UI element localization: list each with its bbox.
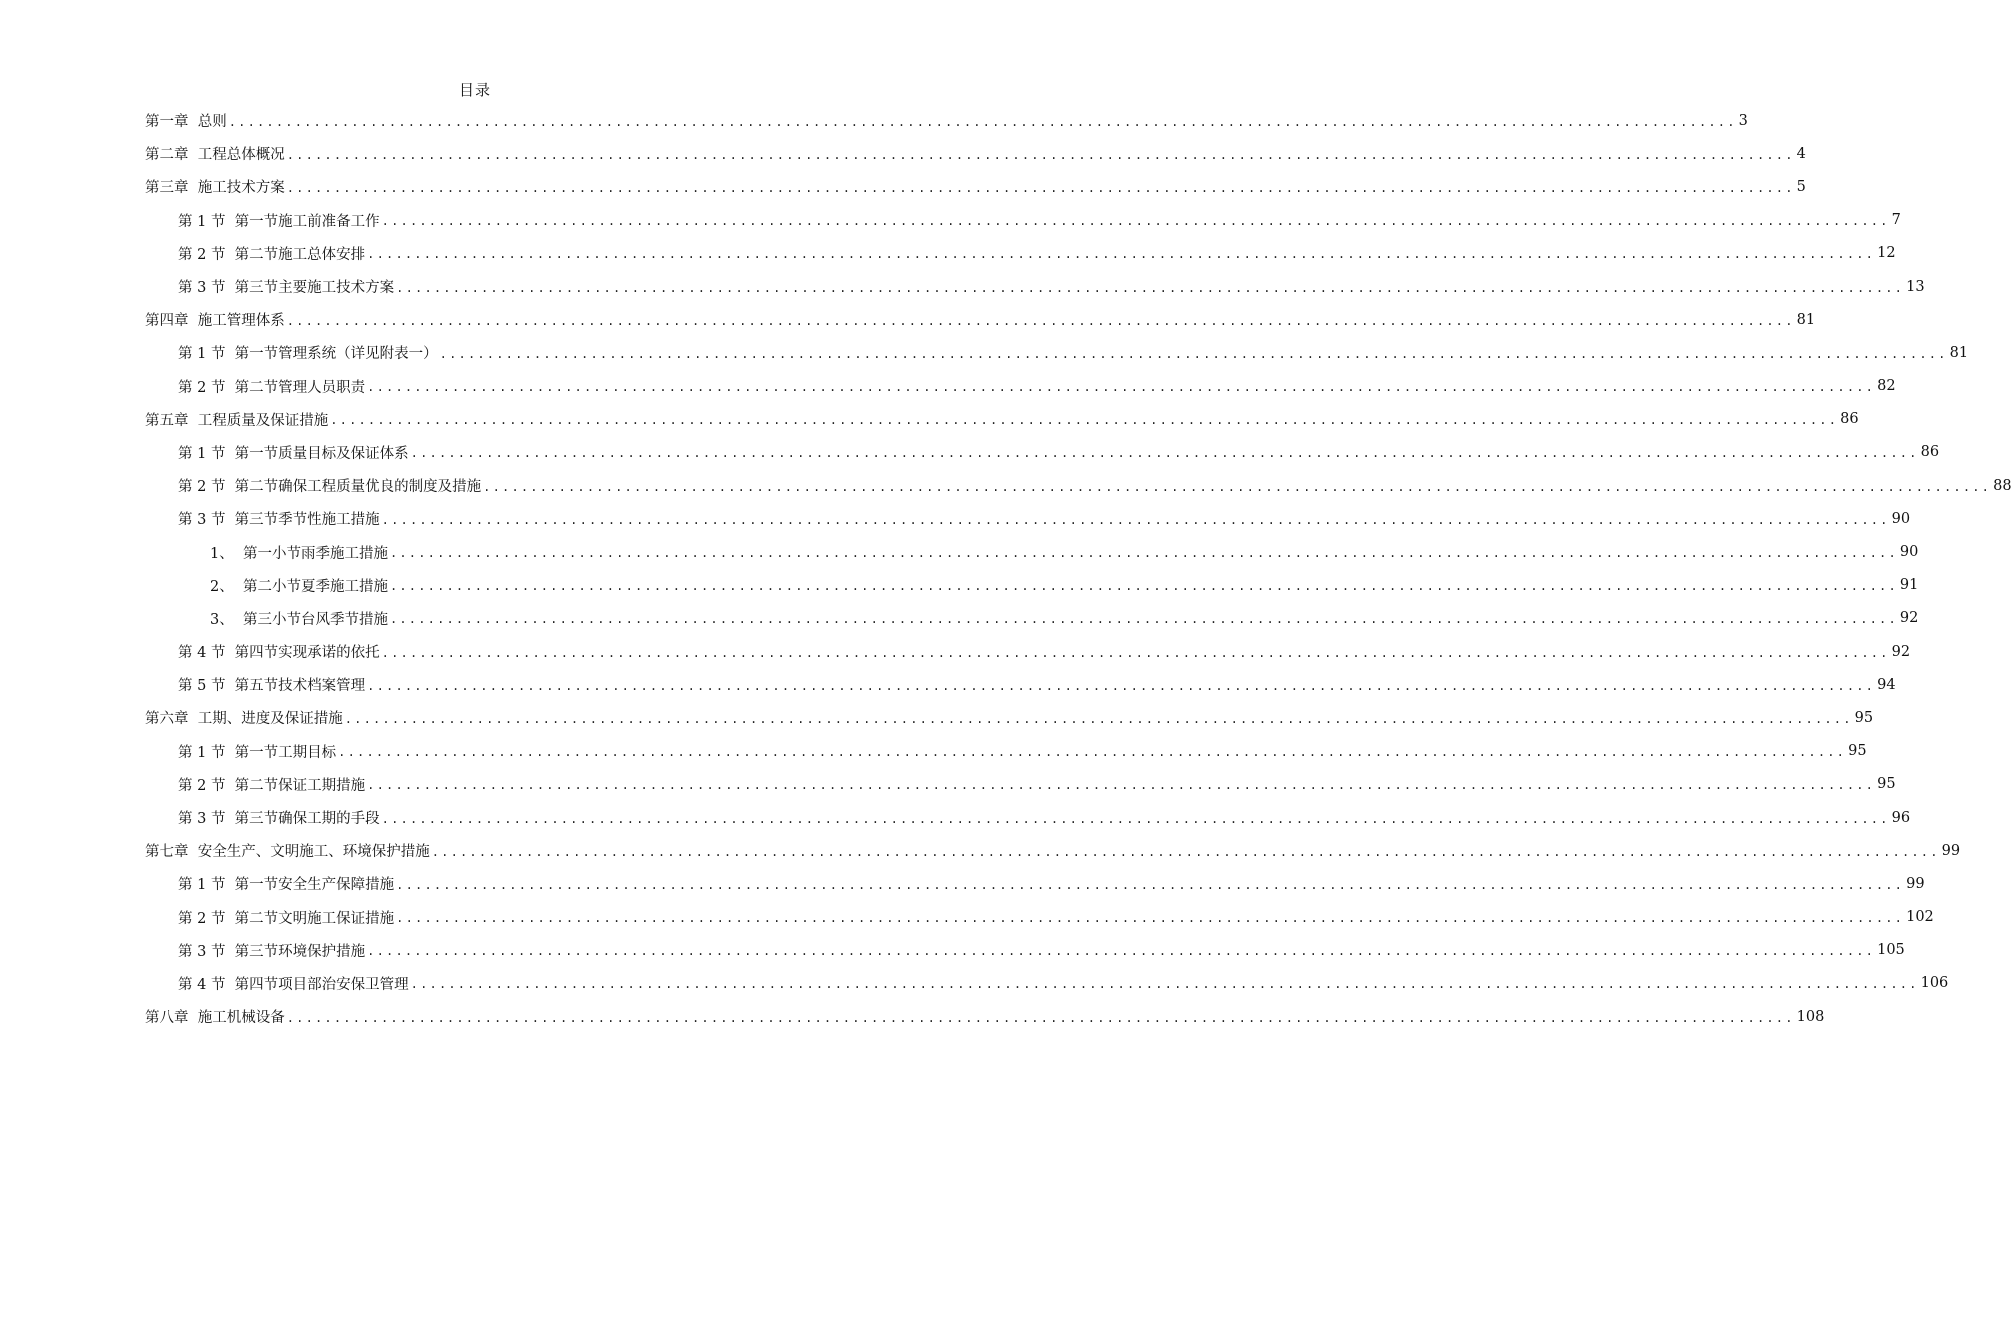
toc-dot-leader: ................................................................................................................................................................ <box>410 977 1919 992</box>
toc-entry-label: 第 1 节 第一节施工前准备工作 <box>178 213 380 230</box>
toc-page-number: 86 <box>1920 444 1940 461</box>
toc-page-number: 95 <box>1854 709 1874 726</box>
toc-entry-chapter[interactable] <box>0 170 1806 203</box>
toc-dot-leader: ................................................................................................................................................................ <box>286 1010 1795 1025</box>
toc-dot-leader: ................................................................................................................................................................ <box>330 413 1839 428</box>
toc-list <box>0 104 2012 1033</box>
toc-entry-subsection[interactable] <box>0 535 1919 568</box>
toc-page-number: 95 <box>1848 743 1867 760</box>
toc-page-number: 82 <box>1877 378 1896 395</box>
toc-dot-leader: ................................................................................................................................................................ <box>286 313 1795 328</box>
toc-page-number: 99 <box>1906 875 1925 892</box>
toc-dot-leader: ................................................................................................................................................................ <box>431 844 1940 859</box>
toc-page-number: 7 <box>1891 212 1901 229</box>
toc-page-number: 3 <box>1738 112 1748 129</box>
toc-entry-label: 第七章 安全生产、文明施工、环境保护措施 <box>145 844 430 861</box>
toc-entry-label: 第 3 节 第三节主要施工技术方案 <box>178 280 395 297</box>
toc-entry-section[interactable] <box>0 668 1896 701</box>
toc-page-number: 81 <box>1796 311 1816 328</box>
toc-entry-section[interactable] <box>0 204 1901 237</box>
toc-entry-label: 第 2 节 第二节确保工程质量优良的制度及措施 <box>178 479 482 496</box>
toc-entry-section[interactable] <box>0 436 1940 469</box>
toc-entry-label: 第二章 工程总体概况 <box>145 147 285 164</box>
toc-entry-section[interactable] <box>0 934 1905 967</box>
toc-entry-label: 2、 第二小节夏季施工措施 <box>210 578 388 595</box>
toc-page-number: 102 <box>1906 909 1934 926</box>
toc-page-number: 96 <box>1891 809 1911 826</box>
toc-dot-leader: ................................................................................................................................................................ <box>344 711 1853 726</box>
toc-entry-label: 第 5 节 第五节技术档案管理 <box>178 678 366 695</box>
toc-entry-label: 第 2 节 第二节管理人员职责 <box>178 379 366 396</box>
toc-dot-leader: ................................................................................................................................................................ <box>381 214 1890 229</box>
toc-entry-chapter[interactable] <box>0 104 1748 137</box>
toc-entry-subsection[interactable] <box>0 569 1919 602</box>
toc-page-number: 91 <box>1899 577 1919 594</box>
toc-dot-leader: ................................................................................................................................................................ <box>367 678 1876 693</box>
toc-page-number: 5 <box>1796 178 1806 195</box>
toc-entry-section[interactable] <box>0 967 1949 1000</box>
toc-page-number: 86 <box>1840 411 1859 428</box>
toc-dot-leader: ................................................................................................................................................................ <box>381 512 1890 527</box>
toc-dot-leader: ................................................................................................................................................................ <box>389 612 1898 627</box>
toc-entry-section[interactable] <box>0 635 1911 668</box>
toc-entry-label: 第 4 节 第四节项目部治安保卫管理 <box>178 976 409 993</box>
toc-dot-leader: ................................................................................................................................................................ <box>389 579 1898 594</box>
toc-entry-section[interactable] <box>0 502 1911 535</box>
toc-page-number: 4 <box>1796 145 1806 162</box>
toc-entry-section[interactable] <box>0 735 1867 768</box>
toc-entry-label: 第 1 节 第一节质量目标及保证体系 <box>178 445 409 462</box>
toc-page-number: 90 <box>1899 544 1919 561</box>
toc-dot-leader: ................................................................................................................................................................ <box>396 911 1905 926</box>
toc-entry-label: 第三章 施工技术方案 <box>145 180 285 197</box>
toc-entry-section[interactable] <box>0 801 1911 834</box>
toc-dot-leader: ................................................................................................................................................................ <box>396 280 1905 295</box>
toc-entry-label: 第 2 节 第二节文明施工保证措施 <box>178 910 395 927</box>
toc-dot-leader: ................................................................................................................................................................ <box>286 180 1795 195</box>
toc-entry-label: 第 3 节 第三节确保工期的手段 <box>178 811 380 828</box>
toc-entry-label: 第四章 施工管理体系 <box>145 313 285 330</box>
toc-page-number: 12 <box>1877 245 1896 262</box>
toc-entry-label: 第一章 总则 <box>145 114 227 131</box>
toc-title: 目录 <box>458 81 491 99</box>
toc-entry-chapter[interactable] <box>0 701 1874 734</box>
toc-page-number: 95 <box>1877 776 1896 793</box>
toc-dot-leader: ................................................................................................................................................................ <box>389 546 1898 561</box>
toc-entry-chapter[interactable] <box>0 137 1806 170</box>
toc-entry-section[interactable] <box>0 336 1969 369</box>
toc-entry-label: 3、 第三小节台风季节措施 <box>210 611 388 628</box>
toc-entry-section[interactable] <box>0 469 2012 502</box>
toc-dot-leader: ................................................................................................................................................................ <box>228 114 1737 129</box>
toc-entry-chapter[interactable] <box>0 1000 1825 1033</box>
toc-entry-chapter[interactable] <box>0 403 1859 436</box>
toc-page-number: 99 <box>1941 842 1961 859</box>
toc-dot-leader: ................................................................................................................................................................ <box>381 645 1890 660</box>
toc-entry-section[interactable] <box>0 768 1896 801</box>
toc-dot-leader: ................................................................................................................................................................ <box>410 446 1919 461</box>
toc-dot-leader: ................................................................................................................................................................ <box>286 147 1795 162</box>
toc-entry-section[interactable] <box>0 270 1925 303</box>
toc-entry-label: 第 1 节 第一节管理系统（详见附表一） <box>178 346 438 363</box>
toc-entry-label: 1、 第一小节雨季施工措施 <box>210 545 388 562</box>
toc-page-number: 13 <box>1906 278 1925 295</box>
toc-entry-label: 第 1 节 第一节安全生产保障措施 <box>178 877 395 894</box>
toc-entry-label: 第 3 节 第三节季节性施工措施 <box>178 512 380 529</box>
toc-entry-label: 第八章 施工机械设备 <box>145 1010 285 1027</box>
toc-dot-leader: ................................................................................................................................................................ <box>367 778 1876 793</box>
toc-entry-label: 第 1 节 第一节工期目标 <box>178 744 337 761</box>
toc-entry-subsection[interactable] <box>0 602 1919 635</box>
toc-dot-leader: ................................................................................................................................................................ <box>381 811 1890 826</box>
toc-dot-leader: ................................................................................................................................................................ <box>396 877 1905 892</box>
toc-entry-label: 第 2 节 第二节施工总体安排 <box>178 246 366 263</box>
toc-entry-section[interactable] <box>0 237 1896 270</box>
toc-entry-label: 第 4 节 第四节实现承诺的依托 <box>178 645 380 662</box>
toc-entry-label: 第 3 节 第三节环境保护措施 <box>178 943 366 960</box>
toc-entry-chapter[interactable] <box>0 303 1816 336</box>
toc-page-number: 90 <box>1891 510 1911 527</box>
toc-dot-leader: ................................................................................................................................................................ <box>439 346 1948 361</box>
toc-dot-leader: ................................................................................................................................................................ <box>367 380 1876 395</box>
toc-entry-label: 第六章 工期、进度及保证措施 <box>145 711 343 728</box>
toc-entry-label: 第五章 工程质量及保证措施 <box>145 412 329 429</box>
toc-entry-chapter[interactable] <box>0 834 1961 867</box>
toc-page-number: 88 <box>1993 477 2012 494</box>
toc-page-number: 105 <box>1877 942 1905 959</box>
toc-page-number: 94 <box>1877 676 1896 693</box>
toc-entry-label: 第 2 节 第二节保证工期措施 <box>178 777 366 794</box>
toc-page-number: 108 <box>1796 1008 1825 1025</box>
toc-dot-leader: ................................................................................................................................................................ <box>367 944 1876 959</box>
toc-page-number: 92 <box>1899 610 1919 627</box>
toc-dot-leader: ................................................................................................................................................................ <box>483 479 1992 494</box>
toc-dot-leader: ................................................................................................................................................................ <box>367 247 1876 262</box>
toc-entry-section[interactable] <box>0 370 1896 403</box>
toc-entry-section[interactable] <box>0 901 1934 934</box>
toc-page-number: 92 <box>1891 643 1911 660</box>
toc-dot-leader: ................................................................................................................................................................ <box>338 745 1847 760</box>
toc-page-number: 106 <box>1920 975 1949 992</box>
toc-page-number: 81 <box>1949 344 1969 361</box>
toc-entry-section[interactable] <box>0 867 1925 900</box>
